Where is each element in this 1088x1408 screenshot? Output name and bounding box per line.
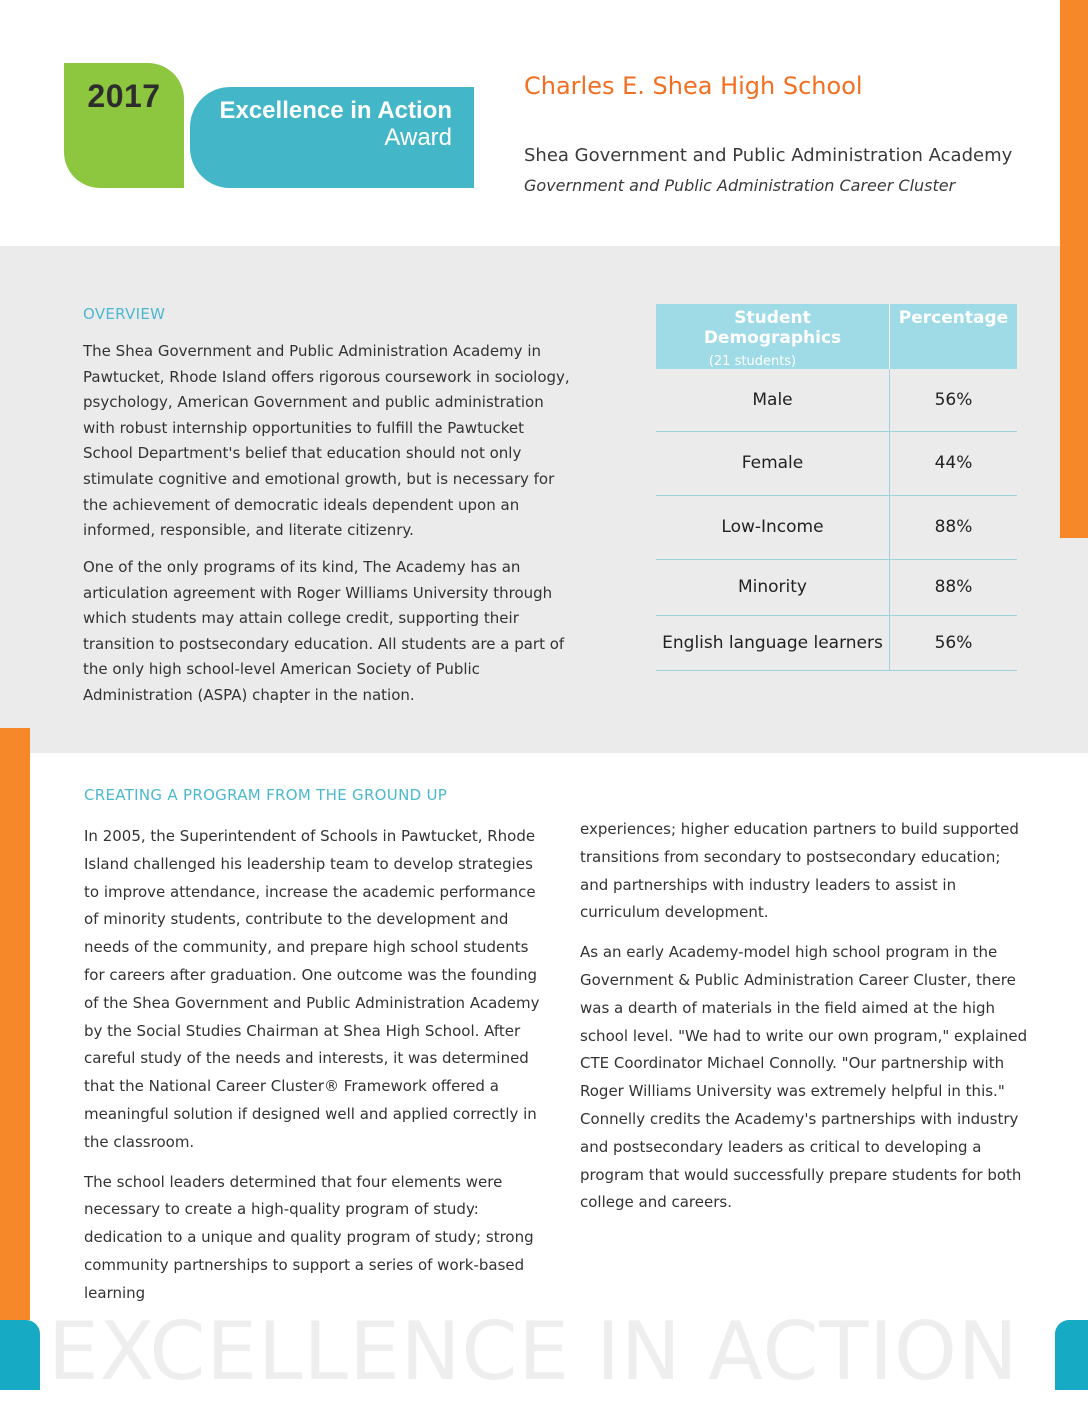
demographic-value: 56% [890, 615, 1018, 670]
logo-title: Excellence in Action [219, 97, 452, 124]
demographic-value: 88% [890, 495, 1018, 559]
table-row [656, 369, 1017, 431]
teal-corner-left [0, 1320, 40, 1390]
demographics-header-title: Student Demographics [703, 308, 842, 348]
program-paragraph: The school leaders determined that four elements were necessary to create a high-quality program of study: dedication to a unique and quality program of study; strong community partnerships to support a series of work-based learning [84, 1172, 534, 1302]
table-row [656, 495, 1017, 559]
demographic-label: Female [656, 431, 890, 495]
teal-corner-right [1055, 1320, 1088, 1390]
demographics-header-value: Percentage [890, 304, 1018, 369]
demographic-value: 88% [890, 559, 1018, 615]
demographic-label: English language learners [656, 615, 890, 670]
demographic-label: Male [656, 369, 890, 431]
career-cluster-name: Government and Public Administration Career Cluster [524, 176, 956, 195]
program-heading: CREATING A PROGRAM FROM THE GROUND UP [84, 786, 448, 804]
demographic-value: 44% [890, 431, 1018, 495]
program-paragraph: In 2005, the Superintendent of Schools in Pawtucket, Rhode Island challenged his leadership team to develop strategies to improve attendance, increase the academic performance of minority students, contribute to the development and needs of the community, and prepare high school students for careers after graduation. One outcome was the founding of the Shea Government and Public Administration Academy by the Social Studies Chairman at Shea High School. After careful study of the needs and interests, it was determined that the National Career Cluster® Framework offered a meaningful solution if designed well and applied correctly in the classroom. [84, 827, 540, 1151]
demographics-header-subtitle: (21 students) [708, 354, 797, 369]
demographics-header-row [656, 304, 1017, 369]
orange-accent-bar-top [1060, 0, 1088, 538]
overview-paragraph: The Shea Government and Public Administration Academy in Pawtucket, Rhode Island offers rigorous coursework in sociology, psychology, American Government and public administration with robust internship opportunities to fulfill the Pawtucket School Department's belief that education should not only stimulate cognitive and emotional growth, but is necessary for the achievement of democratic ideals dependent upon an informed, responsible, and literate citizenry. [83, 342, 570, 540]
table-row [656, 559, 1017, 615]
academy-name: Shea Government and Public Administration Academy [524, 145, 1013, 166]
overview-paragraph: One of the only programs of its kind, The Academy has an articulation agreement with Roger Williams University through which students may attain college credit, supporting their transition to postsecondary education. All students are a part of the only high school-level American Society of Public Administration (ASPA) chapter in the nation. [83, 558, 565, 704]
demographic-label: Low-Income [656, 495, 890, 559]
program-column-right [580, 816, 1030, 1217]
program-column-left [84, 823, 546, 1308]
overview-heading: OVERVIEW [83, 305, 166, 323]
demographics-header-label [656, 304, 890, 369]
demographic-label: Minority [656, 559, 890, 615]
school-name: Charles E. Shea High School [524, 72, 863, 100]
orange-accent-bar-left [0, 728, 30, 1320]
logo-year: 2017 [87, 78, 161, 114]
demographic-value: 56% [890, 369, 1018, 431]
logo-subtitle: Award [384, 124, 452, 151]
watermark-text: EXCELLENCE IN ACTION [48, 1305, 1019, 1398]
program-paragraph: experiences; higher education partners to build supported transitions from secondary to postsecondary education; and partnerships with industry leaders to assist in curriculum development. [580, 820, 1019, 922]
table-row [656, 431, 1017, 495]
program-paragraph: As an early Academy-model high school program in the Government & Public Administration Career Cluster, there was a dearth of materials in the field aimed at the high school level. "We had to write our own program," explained CTE Coordinator Michael Connolly. "Our partnership with Roger Williams University was extremely helpful in this." Connelly credits the Academy's partnerships with industry and postsecondary leaders as critical to developing a program that would successfully prepare students for both college and careers. [580, 943, 1028, 1212]
table-row [656, 615, 1017, 670]
demographics-table [656, 304, 1017, 671]
